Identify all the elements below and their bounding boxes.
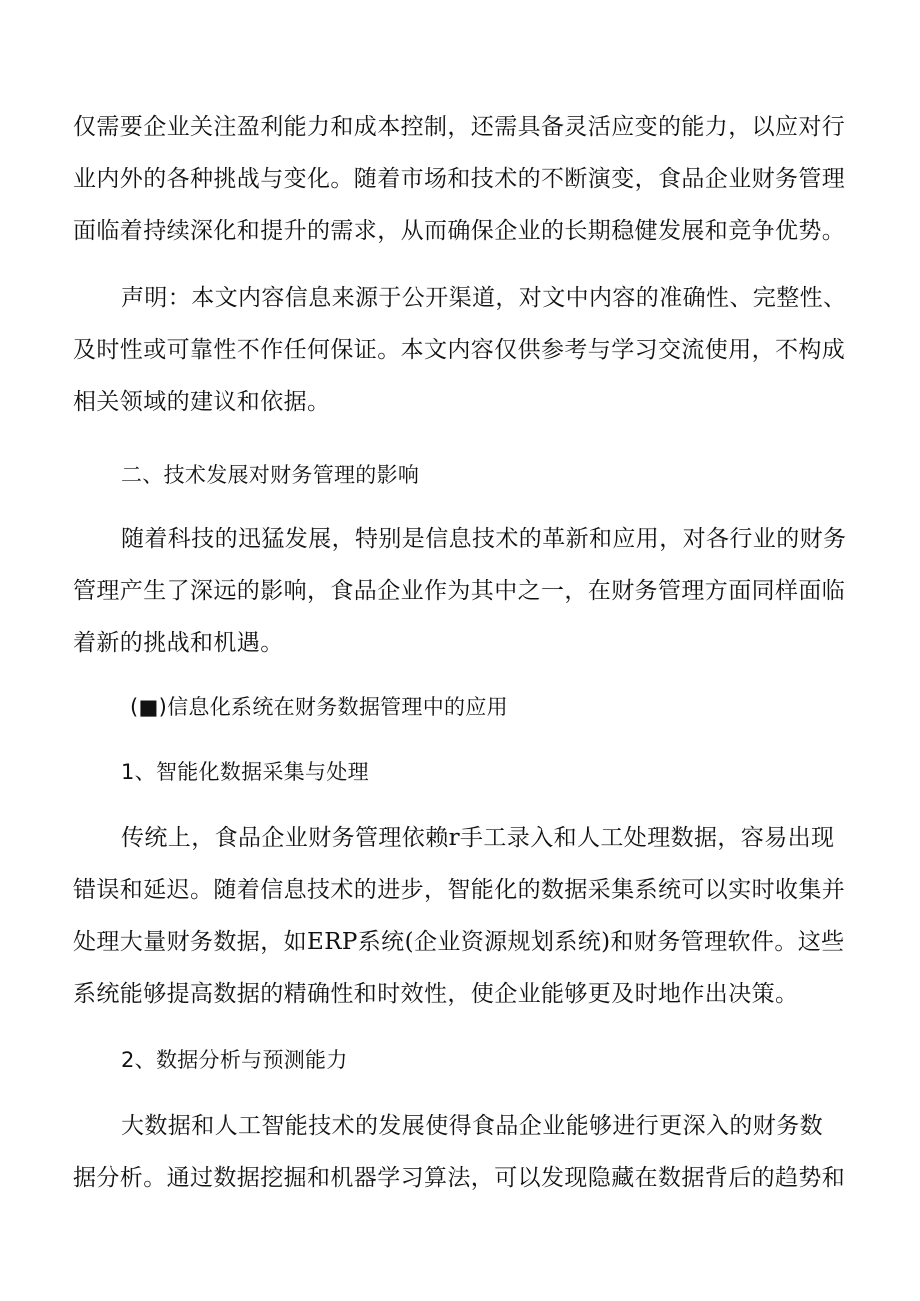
paragraph-line: 相关领域的建议和依据。 xyxy=(73,389,331,415)
paragraph-line: 仅需要企业关注盈利能力和成本控制，还需具备灵活应变的能力，以应对行 xyxy=(73,114,846,140)
paragraph-line: 面临着持续深化和提升的需求，从而确保企业的长期稳健发展和竞争优势。 xyxy=(73,218,846,244)
paragraph-line: 及时性或可靠性不作任何保证。本文内容仅供参考与学习交流使用，不构成 xyxy=(73,337,846,363)
paragraph-line: 声明：本文内容信息来源于公开渠道，对文中内容的准确性、完整性、 xyxy=(121,285,847,311)
paragraph-line: 业内外的各种挑战与变化。随着市场和技术的不断演变，食品企业财务管理 xyxy=(73,166,846,192)
section-heading-text: 二、技术发展对财务管理的影响 xyxy=(121,463,420,487)
subsection-heading-text: (■)信息化系统在财务数据管理中的应用 xyxy=(130,695,508,719)
paragraph-line: 系统能够提高数据的精确性和时效性，使企业能够更及时地作出决策。 xyxy=(73,981,799,1007)
paragraph-line: 错误和延迟。随着信息技术的进步，智能化的数据采集系统可以实时收集并 xyxy=(73,877,846,903)
paragraph-line: 大数据和人工智能技术的发展使得食品企业能够进行更深入的财务数 xyxy=(121,1113,823,1139)
paragraph-line: 着新的挑战和机遇。 xyxy=(73,630,284,656)
paragraph-line: 管理产生了深远的影响，食品企业作为其中之一，在财务管理方面同样面临 xyxy=(73,578,846,604)
item-heading-text: 2、数据分析与预测能力 xyxy=(121,1048,348,1072)
paragraph-line: 据分析。通过数据挖掘和机器学习算法，可以发现隐藏在数据背后的趋势和 xyxy=(73,1165,846,1191)
paragraph-line: 传统上，食品企业财务管理依赖r手工录入和人工处理数据，容易出现 xyxy=(121,825,835,851)
paragraph-line: 处理大量财务数据，如ERP系统(企业资源规划系统)和财务管理软件。这些 xyxy=(73,929,845,955)
item-heading-text: 1、智能化数据采集与处理 xyxy=(121,760,369,784)
paragraph-line: 随着科技的迅猛发展，特别是信息技术的革新和应用，对各行业的财务 xyxy=(121,526,847,552)
